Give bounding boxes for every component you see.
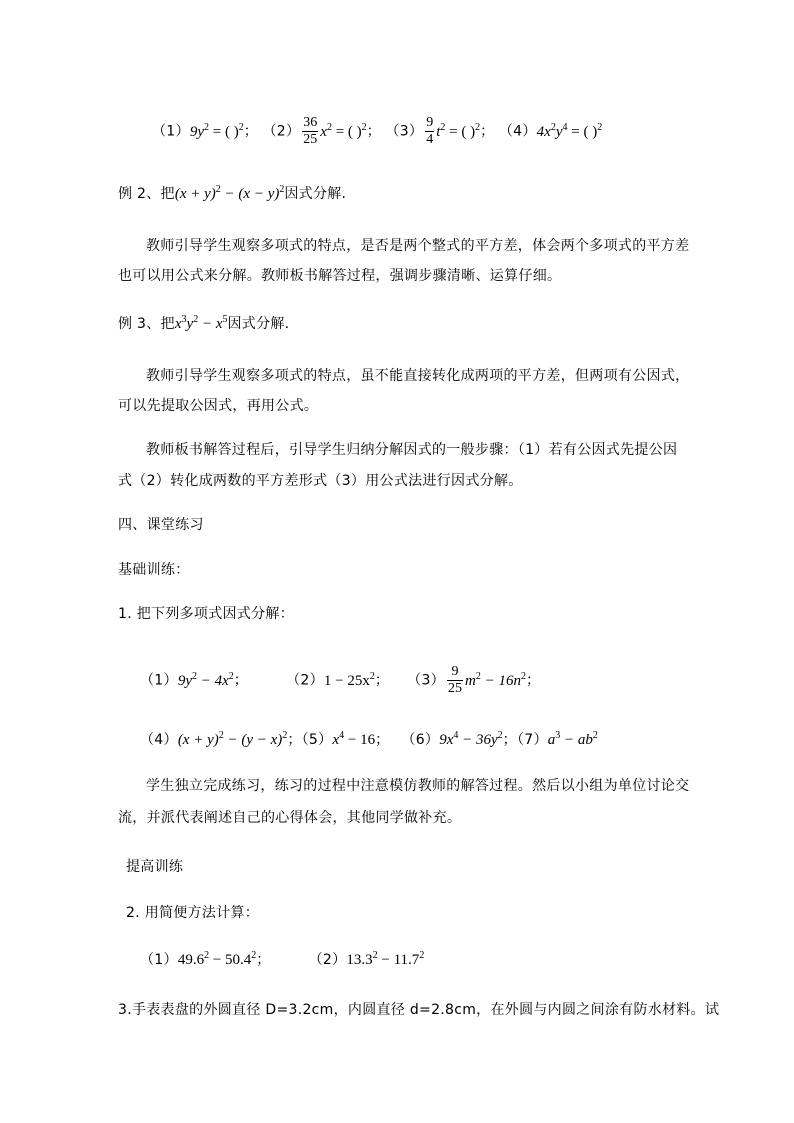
expr-3: $t^2$ = ( )$^2$: [436, 121, 481, 140]
expr-4: $4x^2y^4$ = ( )$^2$: [536, 121, 603, 140]
basic-training-label: 基础训练：: [118, 562, 190, 578]
example-3-expression: $x^3y^2 - x^5$: [174, 314, 228, 332]
paragraph-4-line-1: 学生独立完成练习，练习的过程中注意模仿教师的解答过程。然后以小组为单位讨论交: [146, 778, 690, 794]
q2-item-2: $13.3^2 - 11.7^2$: [346, 950, 425, 968]
question-1-row-1: $(1)9y^2 - 4x^2$； $(2)1 - 25x^2$； （3） $\frac{9}{25}$ $m^2 - 16n^2$；: [140, 664, 541, 696]
q1-item-1: $9y^2 - 4x^2$: [177, 670, 234, 689]
example-3: 例 3、把$x^3y^2 - x^5$因式分解.: [118, 314, 290, 332]
paragraph-2-line-2: 可以先提取公因式，再用公式。: [118, 398, 319, 414]
item-4-label: （4）: [498, 123, 537, 140]
exercise-line-fill-squares: $(1)9y^2$ = ( )$^2$； （2） $\frac{36}{25}$ $x^2$ = ( )$^2$； （3） $\frac{9}{4}$ $t^2$ = ( )$^2$； $(4)4x^2y^4$ = ( )$^2$: [152, 115, 603, 147]
q1-item-2: $1 - 25x^2$: [323, 670, 375, 689]
example-2-expression: $(x + y)^2 - (x - y)^2$: [174, 184, 285, 202]
question-1: 1. 把下列多项式因式分解：: [118, 606, 295, 622]
q1-item-7: $a^3 - ab^2$: [547, 730, 598, 748]
fraction-9-4: $\frac{9}{4}$: [426, 115, 434, 147]
item-3-label: （3）: [385, 123, 424, 140]
paragraph-3-line-1: 教师板书解答过程后，引导学生归纳分解因式的一般步骤：（1）若有公因式先提公因: [146, 442, 678, 458]
expr-1: $9y^2$ = ( )$^2$: [189, 121, 244, 140]
item-1-label: （1）: [152, 123, 190, 140]
paragraph-3-line-2: 式（2）转化成两数的平方差形式（3）用公式法进行因式分解。: [118, 473, 523, 489]
paragraph-2-line-1: 教师引导学生观察多项式的特点，虽不能直接转化成两项的平方差，但两项有公因式，: [146, 368, 690, 384]
q1-item-6: $9x^4 - 36y^2$: [439, 730, 503, 748]
fraction-36-25: $\frac{36}{25}$: [303, 115, 318, 147]
question-2-row: $(1)49.6^2 - 50.4^2$； $(2)13.3^2 - 11.7^2$: [140, 950, 425, 968]
paragraph-1-line-1: 教师引导学生观察多项式的特点，是否是两个整式的平方差，体会两个多项式的平方差: [146, 238, 690, 254]
question-1-row-2: $(4)(x + y)^2 - (y - x)^2$；$(5)x^4 - 16$； $(6)9x^4 - 36y^2$；$(7)a^3 - ab^2$: [140, 730, 598, 748]
q1-item-5: $x^4 - 16$: [332, 730, 376, 748]
paragraph-1-line-2: 也可以用公式来分解。教师板书解答过程，强调步骤清晰、运算仔细。: [118, 268, 562, 284]
example-2: 例 2、把$(x + y)^2 - (x - y)^2$因式分解.: [118, 184, 347, 202]
question-3: 3.手表表盘的外圆直径 D=3.2cm，内圆直径 d=2.8cm，在外圆与内圆之间涂有防水材料。试: [118, 1002, 720, 1018]
section-heading-4: 四、课堂练习: [118, 517, 204, 533]
expr-2: $x^2$ = ( )$^2$: [320, 121, 367, 140]
item-2-label: （2）: [262, 123, 301, 140]
advanced-training-label: 提高训练: [126, 859, 184, 875]
paragraph-4-line-2: 流，并派代表阐述自己的心得体会，其他同学做补充。: [118, 810, 462, 826]
fraction-9-25: $\frac{9}{25}$: [447, 664, 462, 696]
q1-item-3: $m^2 - 16n^2$: [464, 670, 526, 689]
q1-item-4: $(x + y)^2 - (y - x)^2$: [177, 730, 288, 748]
q2-item-1: $49.6^2 - 50.4^2$: [177, 950, 257, 968]
question-2: 2. 用简便方法计算：: [126, 905, 260, 921]
